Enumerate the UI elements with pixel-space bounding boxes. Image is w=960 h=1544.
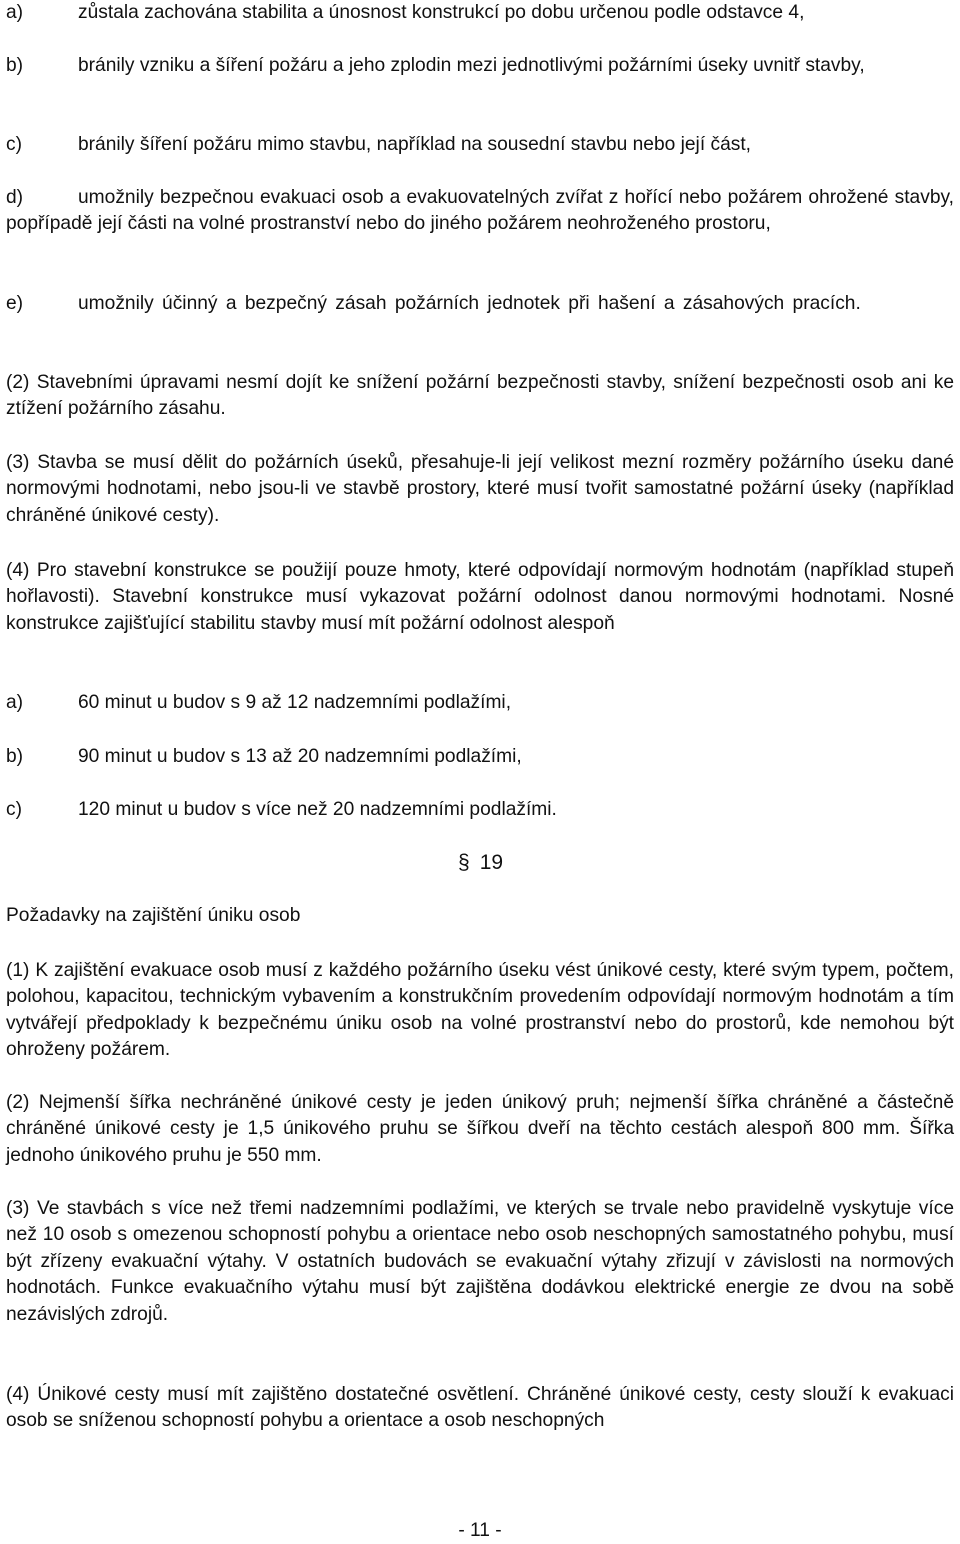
page-number: - 11 - — [458, 1520, 502, 1541]
section-title: Požadavky na zajištění úniku osob — [6, 905, 301, 926]
list-item-label: b) — [6, 746, 24, 767]
list-item-label: a) — [6, 2, 24, 23]
list-item-label: a) — [6, 692, 24, 713]
list-item-label: d) — [6, 187, 24, 208]
section-number-value: 19 — [479, 851, 504, 874]
list-item-text: 90 minut u budov s 13 až 20 nadzemními podlažími, — [78, 746, 522, 767]
section-number — [458, 850, 503, 876]
document-page — [6, 0, 954, 1541]
paragraph: (2) Stavebními úpravami nesmí dojít ke snížení požární bezpečnosti stavby, snížení bezpečnosti osob ani ke ztížení požárního zásahu. — [6, 372, 954, 420]
list-item-label: c) — [6, 799, 22, 820]
paragraph: (3) Ve stavbách s více než třemi nadzemními podlažími, ve kterých se trvale nebo pravidelně vyskytuje více než 10 osob s omezenou schopností pohybu a orientace nebo osob neschopných samostatného pohybu, musí být zřízeny evakuační výtahy. V ostatních budovách se evakuační výtahy zřizují v závislosti na normových hodnotách. Funkce evakuačního výtahu musí být zajištěna dodávkou elektrické energie ze dvou na sobě nezávislých zdrojů. — [6, 1198, 954, 1325]
list-item-label: c) — [6, 134, 22, 155]
list-item — [6, 53, 954, 79]
paragraph: (4) Pro stavební konstrukce se použijí pouze hmoty, které odpovídají normovým hodnotám (například stupeň hořlavosti). Stavební konstrukce musí vykazovat požární odolnost danou normovými hodnotami. Nosné konstrukce zajišťující stabilitu stavby musí mít požární odolnost alespoň — [6, 560, 954, 634]
list-item-text: umožnily bezpečnou evakuaci osob a evakuovatelných zvířat z hořící nebo požárem ohrožené stavby, popřípadě její části na volné prostranství nebo do jiného požárem neohroženého prostoru, — [6, 187, 954, 235]
list-item-text: bránily šíření požáru mimo stavbu, například na sousední stavbu nebo její část, — [78, 134, 751, 155]
list-item — [6, 291, 954, 317]
list-item-text: 120 minut u budov s více než 20 nadzemními podlažími. — [78, 799, 557, 820]
list-item-text: umožnily účinný a bezpečný zásah požárních jednotek při hašení a zásahových pracích. — [78, 293, 861, 314]
paragraph: (3) Stavba se musí dělit do požárních úseků, přesahuje-li její velikost mezní rozměry požárního úseku dané normovými hodnotami, nebo jsou-li ve stavbě prostory, které musí tvořit samostatné požární úseky (například chráněné únikové cesty). — [6, 452, 954, 526]
list-item — [6, 185, 954, 238]
list-item-text: zůstala zachována stabilita a únosnost konstrukcí po dobu určenou podle odstavce 4, — [78, 2, 805, 23]
paragraph: (2) Nejmenší šířka nechráněné únikové cesty je jeden únikový pruh; nejmenší šířka chráněné a částečně chráněné únikové cesty je 1,5 únikového pruhu se šířkou dveří na těchto cestách alespoň 800 mm. Šířka jednoho únikového pruhu je 550 mm. — [6, 1092, 954, 1166]
list-item-label: b) — [6, 55, 24, 76]
list-item-label: e) — [6, 293, 24, 314]
section-symbol: § — [458, 851, 470, 874]
paragraph: (1) K zajištění evakuace osob musí z každého požárního úseku vést únikové cesty, které svým typem, počtem, polohou, kapacitou, technickým vybavením a konstrukčním provedením odpovídají normovým hodnotám a tím vytvářejí předpoklady k bezpečnému úniku osob na volné prostranství nebo do prostorů, kde nemohou být ohroženy požárem. — [6, 960, 954, 1061]
list-item-text: 60 minut u budov s 9 až 12 nadzemními podlažími, — [78, 692, 512, 713]
list-item-text: bránily vzniku a šíření požáru a jeho zplodin mezi jednotlivými požárními úseky uvnitř stavby, — [78, 55, 865, 76]
paragraph: (4) Únikové cesty musí mít zajištěno dostatečné osvětlení. Chráněné únikové cesty, cesty slouží k evakuaci osob se sníženou schopností pohybu a orientace a osob neschopných — [6, 1384, 954, 1432]
